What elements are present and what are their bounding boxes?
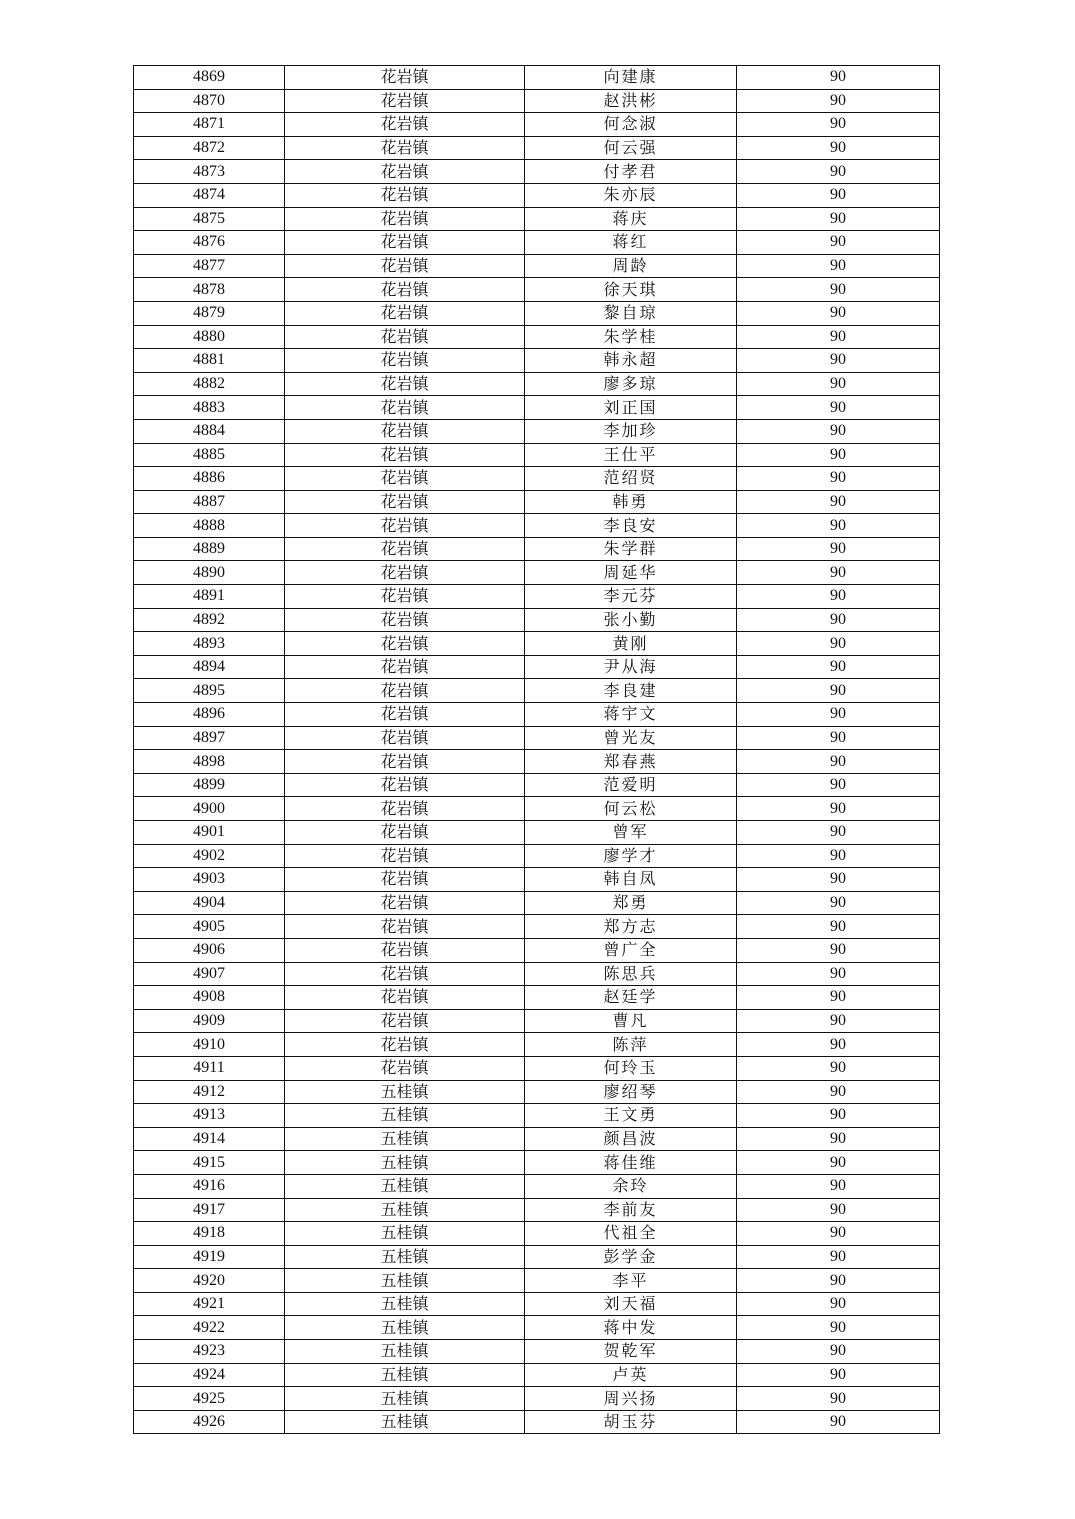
- serial-number-cell: 4921: [134, 1292, 285, 1316]
- person-name-cell: 黎自琼: [525, 301, 737, 325]
- table-row: [134, 396, 940, 420]
- serial-number-cell: 4924: [134, 1363, 285, 1387]
- serial-number-cell: 4878: [134, 278, 285, 302]
- person-name-cell: 韩勇: [525, 490, 737, 514]
- person-name-cell: 向建康: [525, 66, 737, 90]
- serial-number-cell: 4915: [134, 1151, 285, 1175]
- town-cell: 花岩镇: [285, 868, 525, 892]
- serial-number-cell: 4896: [134, 703, 285, 727]
- table-row: [134, 1245, 940, 1269]
- serial-number-cell: 4894: [134, 655, 285, 679]
- person-name-cell: 朱学群: [525, 537, 737, 561]
- serial-number-cell: 4922: [134, 1316, 285, 1340]
- town-cell: 花岩镇: [285, 726, 525, 750]
- town-cell: 花岩镇: [285, 419, 525, 443]
- score-cell: 90: [737, 443, 940, 467]
- person-name-cell: 周龄: [525, 254, 737, 278]
- serial-number-cell: 4920: [134, 1269, 285, 1293]
- person-name-cell: 韩永超: [525, 349, 737, 373]
- serial-number-cell: 4926: [134, 1410, 285, 1434]
- score-cell: 90: [737, 1009, 940, 1033]
- score-cell: 90: [737, 113, 940, 137]
- table-row: [134, 962, 940, 986]
- town-cell: 花岩镇: [285, 797, 525, 821]
- serial-number-cell: 4895: [134, 679, 285, 703]
- serial-number-cell: 4900: [134, 797, 285, 821]
- serial-number-cell: 4902: [134, 844, 285, 868]
- person-name-cell: 何云松: [525, 797, 737, 821]
- serial-number-cell: 4884: [134, 419, 285, 443]
- serial-number-cell: 4903: [134, 868, 285, 892]
- person-name-cell: 朱亦辰: [525, 183, 737, 207]
- town-cell: 花岩镇: [285, 1033, 525, 1057]
- table-row: [134, 537, 940, 561]
- table-row: [134, 915, 940, 939]
- person-name-cell: 范爱明: [525, 773, 737, 797]
- score-cell: 90: [737, 1151, 940, 1175]
- table-row: [134, 419, 940, 443]
- serial-number-cell: 4886: [134, 467, 285, 491]
- serial-number-cell: 4901: [134, 821, 285, 845]
- table-row: [134, 207, 940, 231]
- person-name-cell: 何玲玉: [525, 1056, 737, 1080]
- town-cell: 花岩镇: [285, 1056, 525, 1080]
- serial-number-cell: 4885: [134, 443, 285, 467]
- person-name-cell: 刘正国: [525, 396, 737, 420]
- score-cell: 90: [737, 891, 940, 915]
- serial-number-cell: 4873: [134, 160, 285, 184]
- person-name-cell: 黄刚: [525, 632, 737, 656]
- score-cell: 90: [737, 467, 940, 491]
- score-cell: 90: [737, 1222, 940, 1246]
- score-cell: 90: [737, 1316, 940, 1340]
- person-name-cell: 余玲: [525, 1174, 737, 1198]
- person-name-cell: 何云强: [525, 136, 737, 160]
- town-cell: 花岩镇: [285, 915, 525, 939]
- town-cell: 五桂镇: [285, 1363, 525, 1387]
- table-row: [134, 561, 940, 585]
- serial-number-cell: 4914: [134, 1127, 285, 1151]
- town-cell: 花岩镇: [285, 325, 525, 349]
- score-cell: 90: [737, 1245, 940, 1269]
- serial-number-cell: 4877: [134, 254, 285, 278]
- person-name-cell: 蒋宇文: [525, 703, 737, 727]
- town-cell: 五桂镇: [285, 1410, 525, 1434]
- serial-number-cell: 4909: [134, 1009, 285, 1033]
- person-name-cell: 朱学桂: [525, 325, 737, 349]
- serial-number-cell: 4925: [134, 1387, 285, 1411]
- person-name-cell: 曹凡: [525, 1009, 737, 1033]
- serial-number-cell: 4906: [134, 938, 285, 962]
- table-row: [134, 1292, 940, 1316]
- score-cell: 90: [737, 231, 940, 255]
- score-cell: 90: [737, 1174, 940, 1198]
- person-name-cell: 李良安: [525, 514, 737, 538]
- person-name-cell: 彭学金: [525, 1245, 737, 1269]
- town-cell: 花岩镇: [285, 231, 525, 255]
- town-cell: 花岩镇: [285, 113, 525, 137]
- person-name-cell: 蒋佳维: [525, 1151, 737, 1175]
- score-cell: 90: [737, 1340, 940, 1364]
- table-row: [134, 891, 940, 915]
- town-cell: 花岩镇: [285, 608, 525, 632]
- person-name-cell: 赵廷学: [525, 986, 737, 1010]
- person-name-cell: 曾广全: [525, 938, 737, 962]
- person-name-cell: 李平: [525, 1269, 737, 1293]
- person-name-cell: 王仕平: [525, 443, 737, 467]
- table-row: [134, 679, 940, 703]
- person-name-cell: 周延华: [525, 561, 737, 585]
- town-cell: 五桂镇: [285, 1387, 525, 1411]
- person-name-cell: 廖绍琴: [525, 1080, 737, 1104]
- table-row: [134, 490, 940, 514]
- town-cell: 五桂镇: [285, 1198, 525, 1222]
- table-row: [134, 938, 940, 962]
- serial-number-cell: 4881: [134, 349, 285, 373]
- table-row: [134, 1340, 940, 1364]
- table-row: [134, 986, 940, 1010]
- score-cell: 90: [737, 1410, 940, 1434]
- serial-number-cell: 4912: [134, 1080, 285, 1104]
- table-row: [134, 868, 940, 892]
- table-row: [134, 1033, 940, 1057]
- roster-table-body: [134, 66, 940, 1434]
- town-cell: 花岩镇: [285, 1009, 525, 1033]
- table-row: [134, 1269, 940, 1293]
- table-row: [134, 254, 940, 278]
- serial-number-cell: 4890: [134, 561, 285, 585]
- person-name-cell: 张小勤: [525, 608, 737, 632]
- table-row: [134, 1387, 940, 1411]
- score-cell: 90: [737, 89, 940, 113]
- person-name-cell: 廖多琼: [525, 372, 737, 396]
- score-cell: 90: [737, 66, 940, 90]
- score-cell: 90: [737, 938, 940, 962]
- town-cell: 五桂镇: [285, 1269, 525, 1293]
- serial-number-cell: 4869: [134, 66, 285, 90]
- score-cell: 90: [737, 1127, 940, 1151]
- person-name-cell: 胡玉芬: [525, 1410, 737, 1434]
- town-cell: 花岩镇: [285, 986, 525, 1010]
- score-cell: 90: [737, 160, 940, 184]
- serial-number-cell: 4893: [134, 632, 285, 656]
- person-name-cell: 李良建: [525, 679, 737, 703]
- table-row: [134, 1104, 940, 1128]
- table-row: [134, 655, 940, 679]
- serial-number-cell: 4918: [134, 1222, 285, 1246]
- score-cell: 90: [737, 1269, 940, 1293]
- person-name-cell: 赵洪彬: [525, 89, 737, 113]
- table-row: [134, 750, 940, 774]
- town-cell: 五桂镇: [285, 1340, 525, 1364]
- town-cell: 花岩镇: [285, 655, 525, 679]
- town-cell: 花岩镇: [285, 844, 525, 868]
- town-cell: 花岩镇: [285, 349, 525, 373]
- serial-number-cell: 4899: [134, 773, 285, 797]
- town-cell: 五桂镇: [285, 1292, 525, 1316]
- town-cell: 花岩镇: [285, 254, 525, 278]
- person-name-cell: 刘天福: [525, 1292, 737, 1316]
- score-cell: 90: [737, 821, 940, 845]
- town-cell: 花岩镇: [285, 183, 525, 207]
- table-row: [134, 231, 940, 255]
- person-name-cell: 卢英: [525, 1363, 737, 1387]
- table-row: [134, 301, 940, 325]
- score-cell: 90: [737, 986, 940, 1010]
- town-cell: 花岩镇: [285, 821, 525, 845]
- serial-number-cell: 4908: [134, 986, 285, 1010]
- score-cell: 90: [737, 868, 940, 892]
- town-cell: 五桂镇: [285, 1245, 525, 1269]
- table-row: [134, 1151, 940, 1175]
- score-cell: 90: [737, 419, 940, 443]
- town-cell: 花岩镇: [285, 301, 525, 325]
- serial-number-cell: 4898: [134, 750, 285, 774]
- table-row: [134, 66, 940, 90]
- score-cell: 90: [737, 703, 940, 727]
- person-name-cell: 郑春燕: [525, 750, 737, 774]
- town-cell: 花岩镇: [285, 891, 525, 915]
- town-cell: 花岩镇: [285, 89, 525, 113]
- score-cell: 90: [737, 1292, 940, 1316]
- town-cell: 花岩镇: [285, 207, 525, 231]
- town-cell: 花岩镇: [285, 443, 525, 467]
- table-row: [134, 325, 940, 349]
- serial-number-cell: 4916: [134, 1174, 285, 1198]
- serial-number-cell: 4917: [134, 1198, 285, 1222]
- person-name-cell: 陈思兵: [525, 962, 737, 986]
- score-cell: 90: [737, 514, 940, 538]
- score-cell: 90: [737, 585, 940, 609]
- score-cell: 90: [737, 679, 940, 703]
- serial-number-cell: 4910: [134, 1033, 285, 1057]
- score-cell: 90: [737, 962, 940, 986]
- score-cell: 90: [737, 773, 940, 797]
- table-row: [134, 514, 940, 538]
- town-cell: 花岩镇: [285, 938, 525, 962]
- person-name-cell: 韩自凤: [525, 868, 737, 892]
- table-row: [134, 372, 940, 396]
- person-name-cell: 尹从海: [525, 655, 737, 679]
- serial-number-cell: 4888: [134, 514, 285, 538]
- person-name-cell: 何念淑: [525, 113, 737, 137]
- person-name-cell: 郑方志: [525, 915, 737, 939]
- score-cell: 90: [737, 844, 940, 868]
- town-cell: 花岩镇: [285, 372, 525, 396]
- score-cell: 90: [737, 1056, 940, 1080]
- serial-number-cell: 4923: [134, 1340, 285, 1364]
- score-cell: 90: [737, 301, 940, 325]
- score-cell: 90: [737, 608, 940, 632]
- score-cell: 90: [737, 183, 940, 207]
- person-name-cell: 徐天琪: [525, 278, 737, 302]
- table-row: [134, 278, 940, 302]
- serial-number-cell: 4883: [134, 396, 285, 420]
- score-cell: 90: [737, 655, 940, 679]
- table-row: [134, 349, 940, 373]
- serial-number-cell: 4892: [134, 608, 285, 632]
- serial-number-cell: 4919: [134, 1245, 285, 1269]
- serial-number-cell: 4905: [134, 915, 285, 939]
- town-cell: 花岩镇: [285, 679, 525, 703]
- table-row: [134, 1056, 940, 1080]
- town-cell: 花岩镇: [285, 396, 525, 420]
- serial-number-cell: 4891: [134, 585, 285, 609]
- score-cell: 90: [737, 561, 940, 585]
- person-name-cell: 陈萍: [525, 1033, 737, 1057]
- score-cell: 90: [737, 207, 940, 231]
- person-name-cell: 李前友: [525, 1198, 737, 1222]
- serial-number-cell: 4876: [134, 231, 285, 255]
- score-cell: 90: [737, 396, 940, 420]
- table-row: [134, 1222, 940, 1246]
- score-cell: 90: [737, 750, 940, 774]
- person-name-cell: 蒋庆: [525, 207, 737, 231]
- person-name-cell: 付孝君: [525, 160, 737, 184]
- score-cell: 90: [737, 136, 940, 160]
- town-cell: 五桂镇: [285, 1080, 525, 1104]
- person-name-cell: 贺乾军: [525, 1340, 737, 1364]
- person-name-cell: 范绍贤: [525, 467, 737, 491]
- table-row: [134, 1009, 940, 1033]
- table-row: [134, 160, 940, 184]
- table-row: [134, 1198, 940, 1222]
- score-cell: 90: [737, 915, 940, 939]
- town-cell: 花岩镇: [285, 136, 525, 160]
- score-cell: 90: [737, 1080, 940, 1104]
- table-row: [134, 467, 940, 491]
- serial-number-cell: 4897: [134, 726, 285, 750]
- town-cell: 五桂镇: [285, 1151, 525, 1175]
- person-name-cell: 曾光友: [525, 726, 737, 750]
- table-row: [134, 443, 940, 467]
- serial-number-cell: 4889: [134, 537, 285, 561]
- score-cell: 90: [737, 726, 940, 750]
- table-row: [134, 136, 940, 160]
- table-row: [134, 797, 940, 821]
- table-row: [134, 89, 940, 113]
- score-cell: 90: [737, 1198, 940, 1222]
- table-row: [134, 632, 940, 656]
- serial-number-cell: 4882: [134, 372, 285, 396]
- serial-number-cell: 4911: [134, 1056, 285, 1080]
- table-row: [134, 1174, 940, 1198]
- person-name-cell: 颜昌波: [525, 1127, 737, 1151]
- person-name-cell: 蒋红: [525, 231, 737, 255]
- town-cell: 花岩镇: [285, 537, 525, 561]
- person-name-cell: 廖学才: [525, 844, 737, 868]
- table-row: [134, 1127, 940, 1151]
- score-cell: 90: [737, 632, 940, 656]
- town-cell: 花岩镇: [285, 962, 525, 986]
- table-row: [134, 113, 940, 137]
- table-row: [134, 1410, 940, 1434]
- table-row: [134, 183, 940, 207]
- table-row: [134, 703, 940, 727]
- table-row: [134, 821, 940, 845]
- person-name-cell: 郑勇: [525, 891, 737, 915]
- score-cell: 90: [737, 325, 940, 349]
- roster-table: [133, 65, 940, 1434]
- serial-number-cell: 4880: [134, 325, 285, 349]
- town-cell: 五桂镇: [285, 1174, 525, 1198]
- score-cell: 90: [737, 278, 940, 302]
- table-row: [134, 608, 940, 632]
- serial-number-cell: 4907: [134, 962, 285, 986]
- town-cell: 五桂镇: [285, 1316, 525, 1340]
- person-name-cell: 王文勇: [525, 1104, 737, 1128]
- person-name-cell: 代祖全: [525, 1222, 737, 1246]
- person-name-cell: 周兴扬: [525, 1387, 737, 1411]
- table-row: [134, 585, 940, 609]
- person-name-cell: 曾军: [525, 821, 737, 845]
- person-name-cell: 李元芬: [525, 585, 737, 609]
- town-cell: 花岩镇: [285, 773, 525, 797]
- table-row: [134, 773, 940, 797]
- town-cell: 五桂镇: [285, 1104, 525, 1128]
- town-cell: 花岩镇: [285, 490, 525, 514]
- score-cell: 90: [737, 1033, 940, 1057]
- serial-number-cell: 4887: [134, 490, 285, 514]
- score-cell: 90: [737, 490, 940, 514]
- town-cell: 花岩镇: [285, 632, 525, 656]
- person-name-cell: 李加珍: [525, 419, 737, 443]
- town-cell: 花岩镇: [285, 160, 525, 184]
- score-cell: 90: [737, 254, 940, 278]
- score-cell: 90: [737, 1104, 940, 1128]
- serial-number-cell: 4870: [134, 89, 285, 113]
- town-cell: 花岩镇: [285, 467, 525, 491]
- town-cell: 花岩镇: [285, 561, 525, 585]
- table-row: [134, 1316, 940, 1340]
- serial-number-cell: 4871: [134, 113, 285, 137]
- town-cell: 花岩镇: [285, 703, 525, 727]
- town-cell: 花岩镇: [285, 278, 525, 302]
- person-name-cell: 蒋中发: [525, 1316, 737, 1340]
- score-cell: 90: [737, 372, 940, 396]
- score-cell: 90: [737, 1363, 940, 1387]
- town-cell: 五桂镇: [285, 1127, 525, 1151]
- table-row: [134, 1363, 940, 1387]
- score-cell: 90: [737, 1387, 940, 1411]
- town-cell: 花岩镇: [285, 66, 525, 90]
- serial-number-cell: 4874: [134, 183, 285, 207]
- table-row: [134, 1080, 940, 1104]
- town-cell: 花岩镇: [285, 585, 525, 609]
- table-row: [134, 844, 940, 868]
- score-cell: 90: [737, 797, 940, 821]
- serial-number-cell: 4904: [134, 891, 285, 915]
- serial-number-cell: 4872: [134, 136, 285, 160]
- serial-number-cell: 4913: [134, 1104, 285, 1128]
- serial-number-cell: 4875: [134, 207, 285, 231]
- table-row: [134, 726, 940, 750]
- town-cell: 五桂镇: [285, 1222, 525, 1246]
- score-cell: 90: [737, 537, 940, 561]
- score-cell: 90: [737, 349, 940, 373]
- serial-number-cell: 4879: [134, 301, 285, 325]
- town-cell: 花岩镇: [285, 750, 525, 774]
- town-cell: 花岩镇: [285, 514, 525, 538]
